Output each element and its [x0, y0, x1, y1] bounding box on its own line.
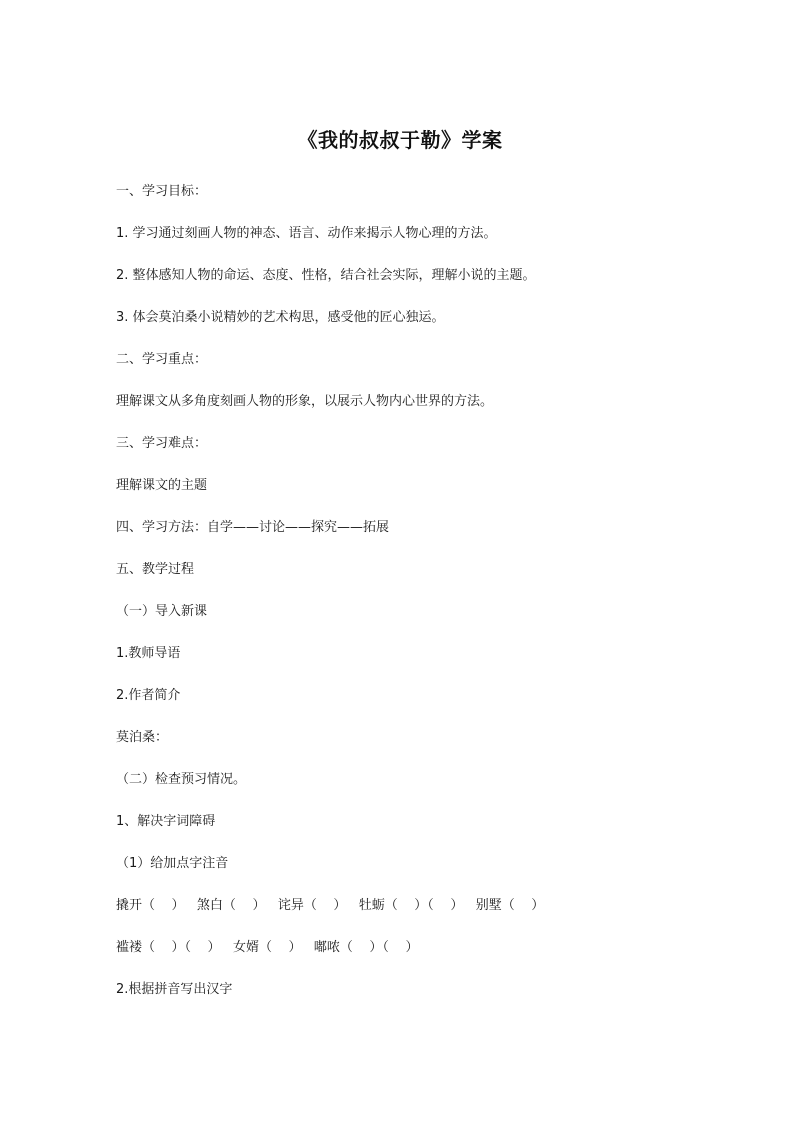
- section-heading-objectives: 一、学习目标：: [116, 184, 208, 199]
- subsection-preview-check: （二）检查预习情况。: [116, 772, 247, 787]
- difficulties-text: 理解课文的主题: [116, 478, 208, 493]
- section-heading-methods: 四、学习方法：自学——讨论——探究——拓展: [116, 520, 390, 535]
- intro-item-1: 1.教师导语: [116, 646, 181, 661]
- key-points-text: 理解课文从多角度刻画人物的形象，以展示人物内心世界的方法。: [116, 394, 494, 409]
- objective-item-2: 2. 整体感知人物的命运、态度、性格，结合社会实际，理解小说的主题。: [116, 268, 536, 283]
- section-heading-key-points: 二、学习重点：: [116, 352, 208, 367]
- characters-task-heading: 2.根据拼音写出汉字: [116, 982, 233, 997]
- pinyin-task-row-1: 撬开（ ） 煞白（ ） 诧异（ ） 牡蛎（ ）（ ） 别墅（ ）: [116, 898, 545, 913]
- objective-item-1: 1. 学习通过刻画人物的神态、语言、动作来揭示人物心理的方法。: [116, 226, 497, 241]
- section-heading-process: 五、教学过程: [116, 562, 195, 577]
- document-title: 《我的叔叔于勒》学案: [297, 128, 503, 152]
- intro-item-2: 2.作者简介: [116, 688, 181, 703]
- subsection-intro: （一）导入新课: [116, 604, 208, 619]
- section-heading-difficulties: 三、学习难点：: [116, 436, 208, 451]
- pinyin-task-heading: （1）给加点字注音: [116, 856, 229, 871]
- author-label: 莫泊桑：: [116, 730, 169, 745]
- vocab-heading: 1、解决字词障碍: [116, 814, 216, 829]
- pinyin-task-row-2: 褴褛（ ）（ ） 女婿（ ） 嘟哝（ ）（ ）: [116, 940, 419, 955]
- objective-item-3: 3. 体会莫泊桑小说精妙的艺术构思，感受他的匠心独运。: [116, 310, 445, 325]
